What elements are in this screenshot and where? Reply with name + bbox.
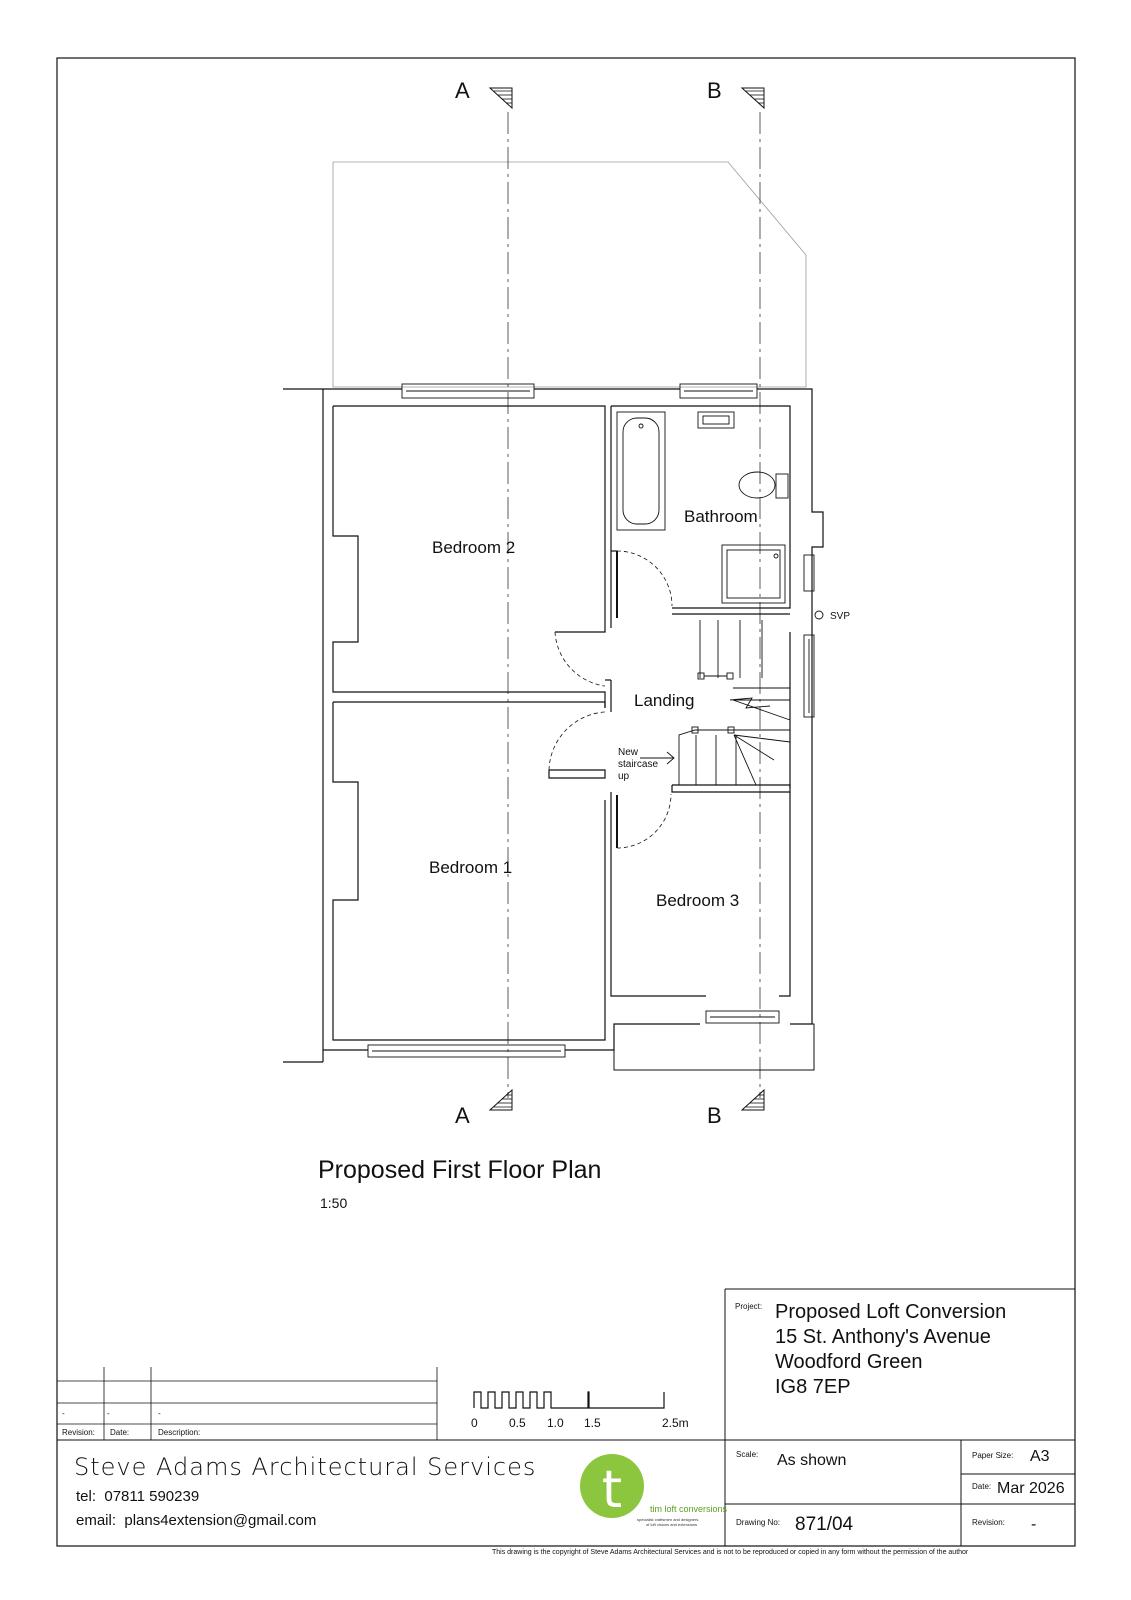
section-marker-b-bottom bbox=[707, 1090, 764, 1128]
room-label-bedroom1: Bedroom 1 bbox=[429, 858, 513, 877]
door-swing-bedroom1 bbox=[549, 712, 605, 770]
toilet-bowl bbox=[739, 472, 775, 498]
windows bbox=[368, 384, 814, 1057]
room-label-bedroom2: Bedroom 2 bbox=[432, 538, 516, 557]
date-value: Mar 2026 bbox=[997, 1480, 1065, 1497]
scale-value: As shown bbox=[777, 1452, 847, 1469]
bath-drain bbox=[639, 424, 643, 428]
revision-row-description: - bbox=[158, 1409, 161, 1418]
ground-floor-outline bbox=[614, 1024, 814, 1070]
newel-post bbox=[727, 673, 733, 679]
section-label-b-bottom: B bbox=[707, 1103, 722, 1128]
staircase-note-1: New bbox=[618, 747, 639, 758]
date-label: Date: bbox=[972, 1482, 992, 1491]
door-swing-bedroom2 bbox=[555, 632, 605, 686]
firm-tel-label: tel: bbox=[76, 1488, 97, 1505]
revision-row-revision: - bbox=[62, 1409, 65, 1418]
partner-logo-tagline-1: specialist craftsmen and designers bbox=[637, 1517, 699, 1522]
staircase-note-3: up bbox=[618, 771, 630, 782]
bath-tub-inner bbox=[623, 418, 659, 524]
firm-email-value: plans4extension@gmail.com bbox=[124, 1512, 317, 1529]
stair-tread bbox=[733, 700, 790, 720]
bedroom1-wall bbox=[333, 702, 605, 708]
stair-break-line bbox=[730, 698, 770, 708]
partner-logo-tagline-2: of loft visions and extensions bbox=[646, 1522, 698, 1527]
door-swing-bathroom bbox=[617, 551, 672, 606]
revision-header-description: Description: bbox=[158, 1428, 201, 1437]
section-label-a-bottom: A bbox=[455, 1103, 470, 1128]
paper-size-value: A3 bbox=[1030, 1448, 1050, 1465]
scale-tick-1-5: 1.5 bbox=[584, 1416, 601, 1430]
firm-email bbox=[76, 1512, 316, 1529]
drawing-scale: 1:50 bbox=[320, 1195, 348, 1211]
revision-label: Revision: bbox=[972, 1518, 1005, 1527]
newel-post bbox=[698, 673, 704, 679]
revision-header-date: Date: bbox=[110, 1428, 130, 1437]
stair-winder bbox=[734, 735, 790, 742]
room-label-bathroom: Bathroom bbox=[684, 507, 758, 526]
project-label: Project: bbox=[735, 1302, 763, 1311]
shower-drain bbox=[774, 554, 778, 558]
firm-tel bbox=[76, 1488, 199, 1505]
scale-tick-0-5: 0.5 bbox=[509, 1416, 526, 1430]
project-line-4: IG8 7EP bbox=[775, 1376, 851, 1398]
partner-logo-letter: t bbox=[601, 1460, 623, 1520]
drawing-no-value: 871/04 bbox=[795, 1514, 854, 1535]
stair-wall bbox=[672, 785, 790, 792]
scale-tick-1-0: 1.0 bbox=[547, 1416, 564, 1430]
room-label-landing: Landing bbox=[634, 691, 695, 710]
scale-label: Scale: bbox=[736, 1450, 759, 1459]
door-swing-bedroom3 bbox=[617, 794, 671, 848]
firm-tel-value: 07811 590239 bbox=[104, 1488, 200, 1505]
section-marker-b-top bbox=[707, 78, 764, 108]
partner-logo-name: tim loft conversions bbox=[650, 1504, 728, 1514]
staircase-note-2: staircase bbox=[618, 759, 659, 770]
copyright-notice: This drawing is the copyright of Steve Adams Architectural Services and is not to be reproduced or copied in any form without the permission of the author bbox=[492, 1549, 969, 1556]
stair-winder bbox=[734, 735, 756, 785]
bedroom2-wall bbox=[333, 406, 605, 632]
drawing-no-label: Drawing No: bbox=[736, 1518, 781, 1527]
partner-logo bbox=[580, 1454, 728, 1527]
revision-header-revision: Revision: bbox=[62, 1428, 95, 1437]
svp-label: SVP bbox=[830, 611, 851, 622]
scale-bar bbox=[474, 1392, 664, 1408]
bedroom2-wall bbox=[555, 692, 605, 708]
stair-winder bbox=[734, 735, 774, 760]
room-label-bedroom3: Bedroom 3 bbox=[656, 891, 740, 910]
project-line-2: 15 St. Anthony's Avenue bbox=[775, 1326, 991, 1348]
section-marker-a-bottom bbox=[455, 1090, 512, 1128]
scale-tick-0: 0 bbox=[471, 1416, 478, 1430]
project-line-1: Proposed Loft Conversion bbox=[775, 1301, 1007, 1323]
basin-inner bbox=[703, 416, 729, 424]
scale-tick-2-5: 2.5m bbox=[662, 1416, 689, 1430]
revision-value: - bbox=[1031, 1516, 1037, 1533]
section-label-a-top: A bbox=[455, 78, 470, 103]
shower-tray-inner bbox=[727, 550, 780, 598]
section-label-b-top: B bbox=[707, 78, 722, 103]
drawing-title: Proposed First Floor Plan bbox=[318, 1156, 602, 1184]
project-line-3: Woodford Green bbox=[775, 1351, 923, 1373]
floor-plan bbox=[283, 389, 823, 1070]
firm-name: Steve Adams Architectural Services bbox=[74, 1453, 537, 1481]
bedroom1-wall bbox=[549, 770, 605, 778]
bedroom3-wall bbox=[779, 792, 790, 996]
firm-email-label: email: bbox=[76, 1512, 117, 1529]
revision-row-date: - bbox=[107, 1409, 110, 1418]
outer-wall bbox=[565, 1024, 700, 1050]
paper-size-label: Paper Size: bbox=[972, 1451, 1014, 1460]
svp-symbol bbox=[815, 611, 823, 619]
toilet-cistern bbox=[776, 474, 788, 498]
roof-outline bbox=[333, 162, 806, 387]
section-marker-a-top bbox=[455, 78, 512, 108]
bath-tub bbox=[617, 412, 665, 530]
